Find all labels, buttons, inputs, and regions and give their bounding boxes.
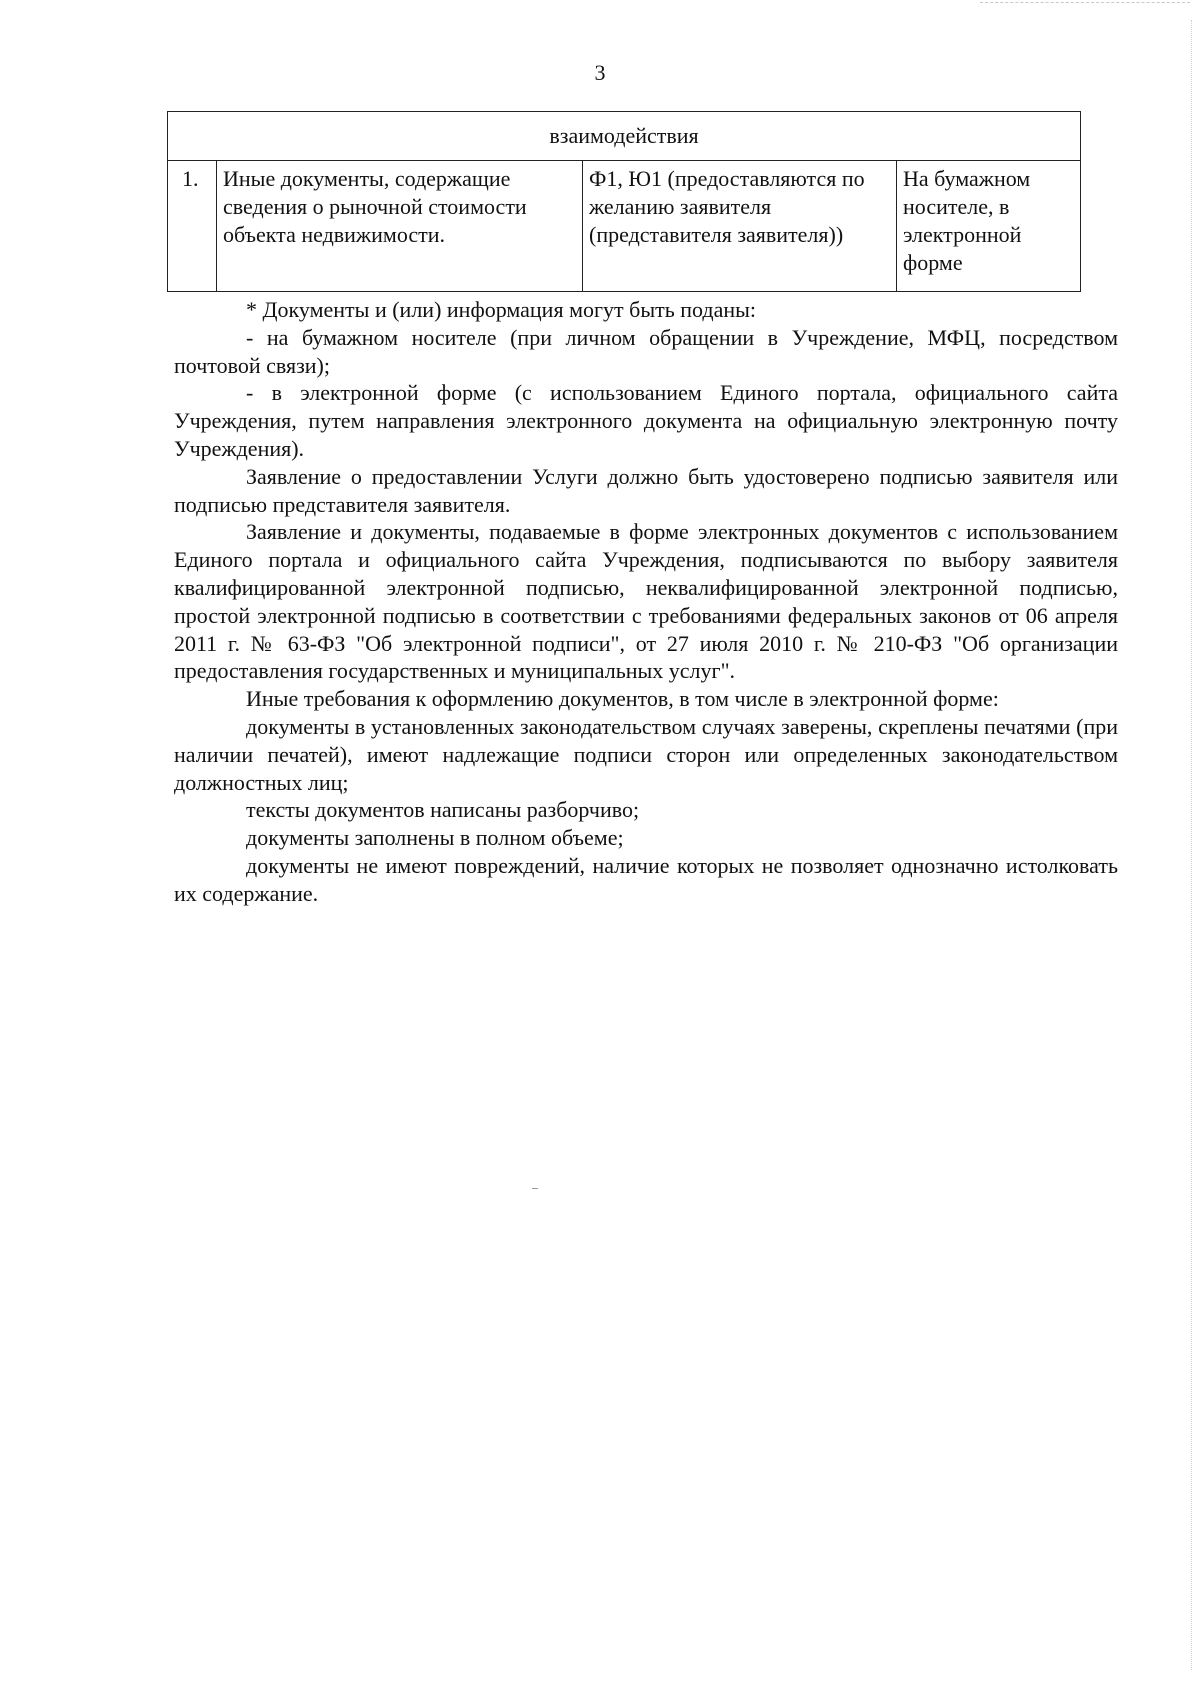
documents-table	[167, 111, 1081, 292]
paragraph: Иные требования к оформлению документов, в том числе в электронной форме:	[246, 686, 999, 712]
document-description: Иные документы, содержащие сведения о рыночной стоимости объекта недвижимости.	[217, 161, 583, 292]
paragraph: тексты документов написаны разборчиво;	[246, 797, 640, 823]
scan-edge-mark	[980, 2, 1190, 3]
scan-edge-mark	[1191, 20, 1192, 1670]
paragraph: документы заполнены в полном объеме;	[246, 825, 624, 851]
row-number: 1.	[168, 161, 217, 292]
paragraph: * Документы и (или) информация могут быть поданы:	[246, 297, 757, 322]
paragraph: - на бумажном носителе (при личном обращении в Учреждение, МФЦ, посредством почтовой связи);	[174, 324, 1118, 378]
applicant-category: Ф1, Ю1 (предоставляются по желанию заявителя (представителя заявителя))	[583, 161, 897, 292]
paragraph: документы не имеют повреждений, наличие которых не позволяет однозначно истолковать их содержание.	[174, 852, 1118, 906]
table-header-row	[168, 112, 1081, 161]
scan-speck	[532, 1188, 538, 1189]
table-row	[168, 161, 1081, 292]
paragraph: документы в установленных законодательством случаях заверены, скреплены печатями (при наличии печатей), имеют надлежащие подписи сторон или определенных законодательством должностных лиц;	[174, 713, 1118, 795]
submission-form: На бумажном носителе, в электронной форме	[897, 161, 1081, 292]
paragraph: Заявление и документы, подаваемые в форме электронных документов с использованием Единого портала и официального сайта Учреждения, подписываются по выбору заявителя квалифицированной электронной подписью, неквалифицированной электронной подписью, простой электронной подписью в соответствии с требованиями федеральных законов от 06 апреля 2011 г. № 63-ФЗ "Об электронной подписи", от 27 июля 2010 г. № 210-ФЗ "Об организации предоставления государственных и муниципальных услуг".	[174, 519, 1118, 684]
body-text	[174, 296, 1118, 908]
paragraph: Заявление о предоставлении Услуги должно быть удостоверено подписью заявителя или подписью представителя заявителя.	[174, 463, 1118, 517]
table-header-cell: взаимодействия	[168, 112, 1081, 161]
page-number: 3	[594, 60, 606, 85]
paragraph: - в электронной форме (с использованием Единого портала, официального сайта Учреждения, путем направления электронного документа на официальную электронную почту Учреждения).	[174, 380, 1118, 461]
